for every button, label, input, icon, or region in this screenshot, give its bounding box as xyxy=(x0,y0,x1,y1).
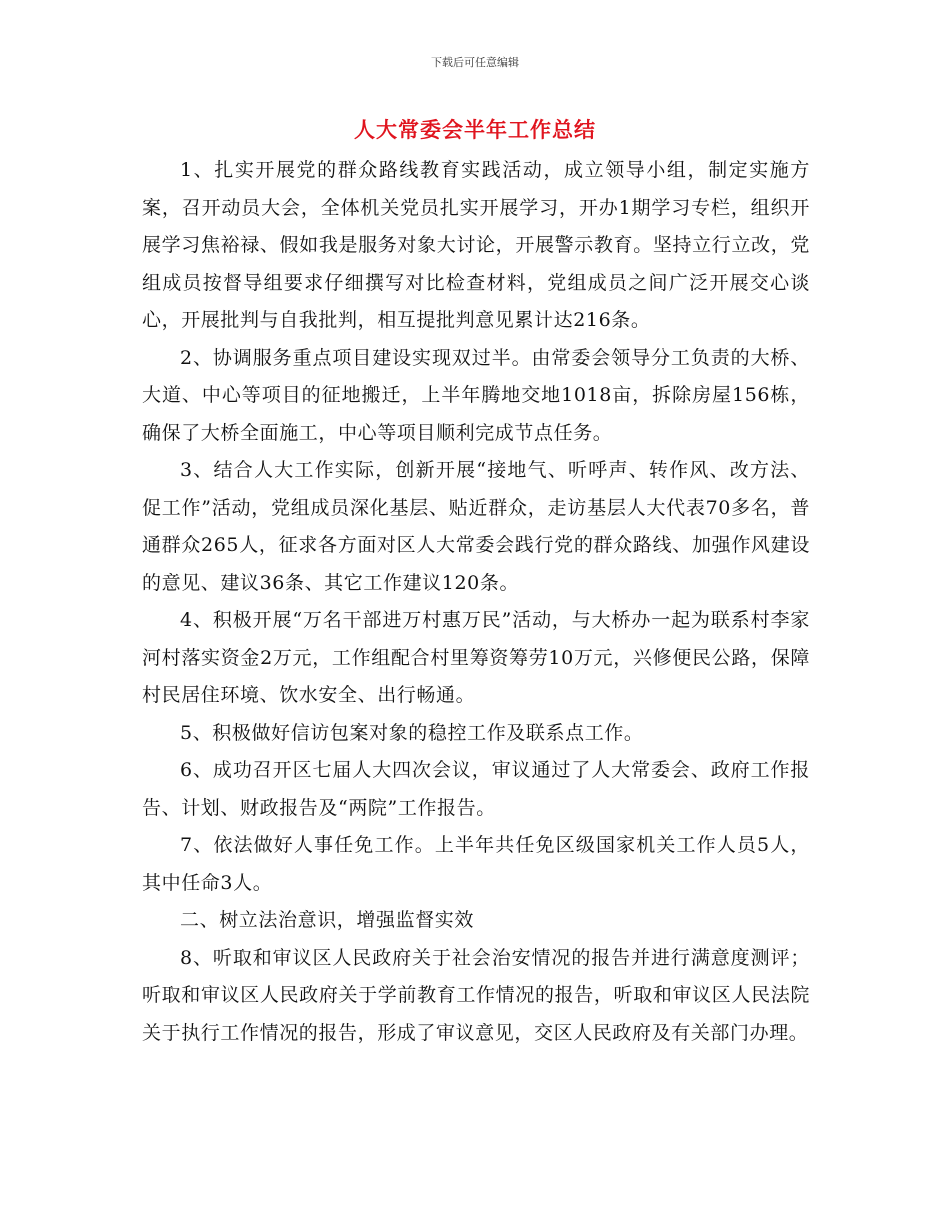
paragraph-4: 4、积极开展“万名干部进万村惠万民”活动，与大桥办一起为联系村李家河村落实资金2万元，工作组配合村里筹资筹劳10万元，兴修便民公路，保障村民居住环境、饮水安全、出行畅通。 xyxy=(142,609,810,706)
paragraph-8: 8、听取和审议区人民政府关于社会治安情况的报告并进行满意度测评；听取和审议区人民政府关于学前教育工作情况的报告，听取和审议区人民法院关于执行工作情况的报告，形成了审议意见，交区人民政府及有关部门办理。 xyxy=(142,946,810,1044)
document-title: 人大常委会半年工作总结 xyxy=(354,118,596,142)
header-note: 下载后可任意编辑 xyxy=(431,56,519,69)
paragraph-6: 6、成功召开区七届人大四次会议，审议通过了人大常委会、政府工作报告、计划、财政报告及“两院”工作报告。 xyxy=(142,759,810,819)
paragraph-1: 1、扎实开展党的群众路线教育实践活动，成立领导小组，制定实施方案，召开动员大会，全体机关党员扎实开展学习，开办1期学习专栏，组织开展学习焦裕禄、假如我是服务对象大讨论，开展警示教育。坚持立行立改，党组成员按督导组要求仔细撰写对比检查材料，党组成员之间广泛开展交心谈心，开展批判与自我批判，相互提批判意见累计达216条。 xyxy=(142,159,810,331)
paragraph-2: 2、协调服务重点项目建设实现双过半。由常委会领导分工负责的大桥、大道、中心等项目的征地搬迁，上半年腾地交地1018亩，拆除房屋156栋，确保了大桥全面施工，中心等项目顺利完成节点任务。 xyxy=(142,346,810,444)
paragraph-5: 5、积极做好信访包案对象的稳控工作及联系点工作。 xyxy=(180,721,644,744)
paragraph-7: 7、依法做好人事任免工作。上半年共任免区级国家机关工作人员5人，其中任命3人。 xyxy=(142,834,810,894)
section-heading-2: 二、树立法治意识，增强监督实效 xyxy=(180,909,475,931)
document-body xyxy=(142,152,810,1052)
paragraph-3: 3、结合人大工作实际，创新开展“接地气、听呼声、转作风、改方法、促工作”活动，党组成员深化基层、贴近群众，走访基层人大代表70多名，普通群众265人，征求各方面对区人大常委会践行党的群众路线、加强作风建设的意见、建议36条、其它工作建议120条。 xyxy=(142,459,810,594)
